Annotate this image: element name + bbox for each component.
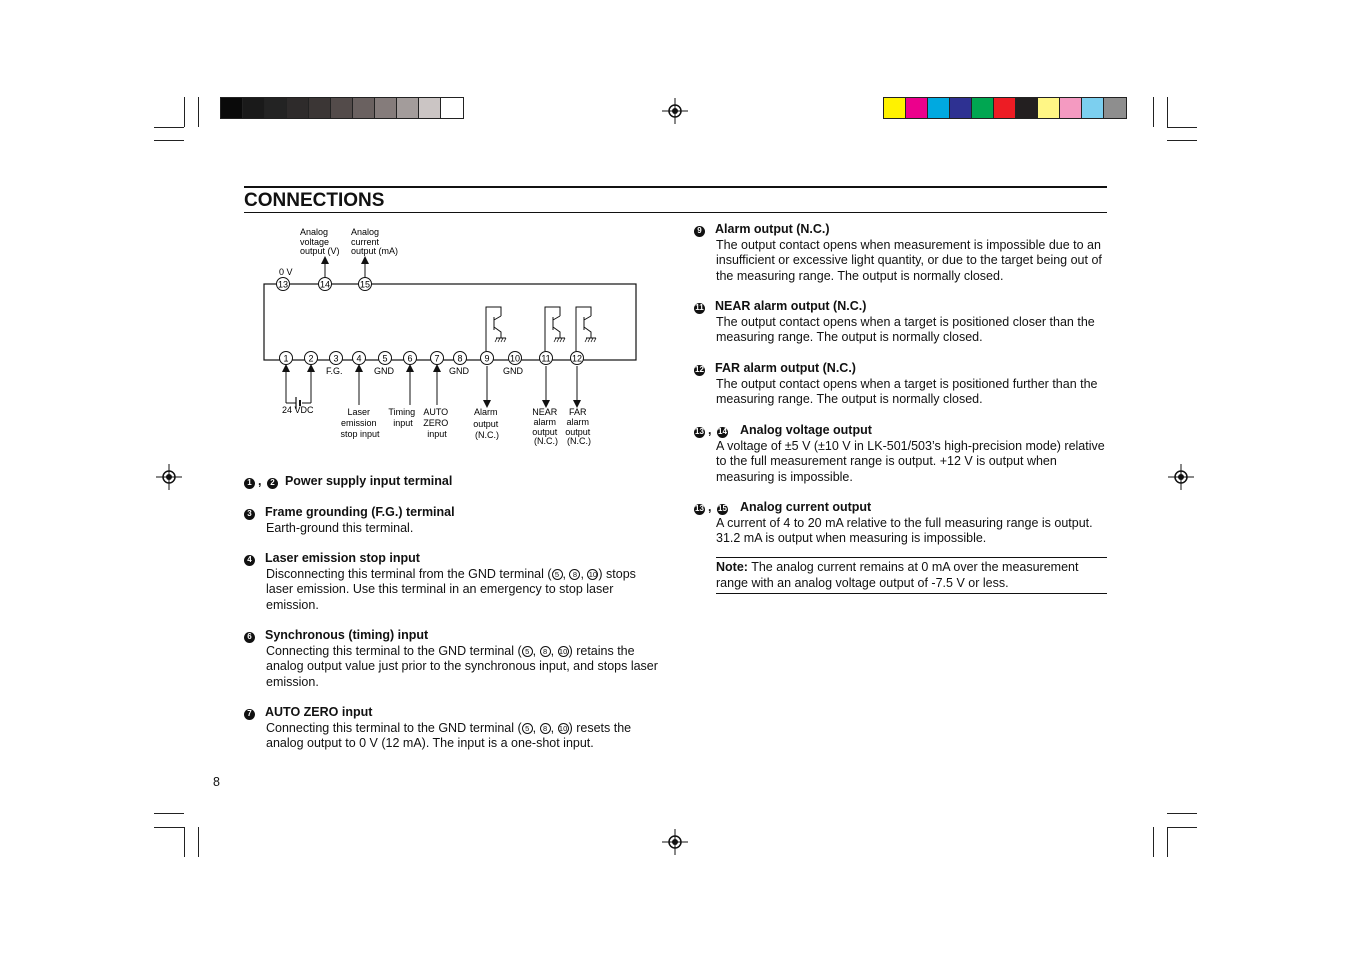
- number-badge: 6: [244, 632, 255, 643]
- frame-grounding-item: 3 Frame grounding (F.G.) terminal Earth-ground this terminal.: [244, 505, 664, 536]
- terminal-ref: 10: [558, 646, 568, 656]
- color-swatch: [1038, 98, 1060, 118]
- gray-swatch: [353, 98, 375, 118]
- terminal-5: [379, 352, 392, 365]
- laser-emission-stop-item: 4 Laser emission stop input Disconnecting this terminal from the GND terminal ( 5 , 8 , 10) stops laser emission. Use this terminal in an emergency to stop laser emission.: [244, 551, 664, 613]
- terminal-number: 11: [541, 353, 551, 364]
- number-badge: 13: [695, 504, 704, 513]
- terminal-11: [540, 352, 553, 365]
- terminal-1: [280, 352, 293, 365]
- synchronous-input-item: 6 Synchronous (timing) input Connecting this terminal to the GND terminal ( 5 , 8 , 10) retains the analog output value just prior to the synchronous input, and stops laser emission.: [244, 628, 664, 690]
- terminal-14: [319, 278, 332, 291]
- registration-mark-bottom: [662, 829, 688, 855]
- terminal-number: 3: [333, 353, 339, 364]
- near-alarm-label: NEAR alarm output (N.C.): [532, 407, 558, 446]
- gnd-label: GND: [449, 366, 469, 376]
- transistor-icon: [545, 307, 565, 351]
- terminal-10: [509, 352, 522, 365]
- timing-input-label: Timing input: [388, 407, 416, 428]
- analog-voltage-output-item: 13 , 14 Analog voltage output A voltage of ±5 V (±10 V in LK-501/503’s high-precision mode) relative to the full measurement range is output. +12 V is output when measuring is impossible.: [695, 423, 1105, 484]
- terminal-3: [330, 352, 343, 365]
- color-swatch: [972, 98, 994, 118]
- gnd-label: GND: [374, 366, 394, 376]
- terminal-number: 5: [382, 353, 388, 364]
- laser-emission-label: Laser emission stop input: [340, 407, 380, 439]
- arrow-up-icon: [406, 364, 414, 372]
- terminal-6: [404, 352, 417, 365]
- color-swatch: [1016, 98, 1038, 118]
- transistor-icon: [576, 307, 596, 351]
- near-alarm-output-item: 11 NEAR alarm output (N.C.) The output contact opens when a target is positioned closer than the measuring range. The output is normally closed.: [695, 299, 1095, 344]
- number-badge: 2: [267, 478, 278, 489]
- terminal-number: 15: [359, 279, 371, 290]
- alarm-output-item: 9 Alarm output (N.C.) The output contact opens when measurement is impossible due to an insufficient or excessive light quantity, or due to the target being out of the measuring range. The output is normally closed.: [694, 222, 1107, 284]
- color-swatch: [1104, 98, 1126, 118]
- page-number: 8: [213, 775, 220, 789]
- color-swatch: [950, 98, 972, 118]
- auto-zero-label: AUTO ZERO input: [423, 407, 449, 439]
- registration-mark-top: [662, 98, 688, 124]
- number-badge: 12: [695, 365, 704, 374]
- registration-mark-right: [1168, 464, 1194, 490]
- terminal-ref: 5: [522, 723, 533, 734]
- grayscale-color-bar: [220, 97, 464, 119]
- color-swatch: [884, 98, 906, 118]
- terminal-number: 10: [509, 353, 521, 364]
- terminal-15: [359, 278, 372, 291]
- gray-swatch: [243, 98, 265, 118]
- arrow-up-icon: [361, 256, 369, 264]
- far-alarm-label: FAR alarm output (N.C.): [565, 407, 591, 446]
- number-badge: 7: [244, 709, 255, 720]
- registration-mark-left: [156, 464, 182, 490]
- terminal-number: 7: [434, 353, 440, 364]
- arrow-up-icon: [355, 364, 363, 372]
- power-supply-item: 1 , 2 Power supply input terminal: [244, 474, 664, 490]
- note-text: The analog current remains at 0 mA over the measurement range with an analog voltage output of -7.5 V or less.: [716, 560, 1079, 590]
- color-swatch: [994, 98, 1016, 118]
- gray-swatch: [287, 98, 309, 118]
- terminal-number: 4: [356, 353, 362, 364]
- gray-swatch: [309, 98, 331, 118]
- fg-label: F.G.: [326, 366, 343, 376]
- process-color-bar: [883, 97, 1127, 119]
- analog-voltage-output-label: Analog voltage output (V): [300, 227, 340, 256]
- number-badge: 3: [244, 509, 255, 520]
- terminal-block-outline: [264, 284, 636, 360]
- number-badge: 13: [695, 427, 704, 436]
- terminal-2: [305, 352, 318, 365]
- number-badge: 11: [695, 303, 704, 312]
- terminal-ref: 10: [588, 569, 598, 579]
- terminal-ref: 5: [522, 646, 533, 657]
- terminal-12: [571, 352, 584, 365]
- far-alarm-output-item: 12 FAR alarm output (N.C.) The output contact opens when a target is positioned further than the measuring range. The output is normally closed.: [695, 361, 1098, 406]
- number-badge: 14: [718, 427, 727, 436]
- note-box: [716, 557, 1107, 594]
- terminal-8: [454, 352, 467, 365]
- gray-swatch: [441, 98, 463, 118]
- terminal-ref: 8: [540, 646, 551, 657]
- analog-current-output-item: 13 , 15 Analog current output A current of 4 to 20 mA relative to the full measuring range is output. 31.2 mA is output when measuring is impossible.: [695, 500, 1093, 545]
- terminal-4: [353, 352, 366, 365]
- gray-swatch: [397, 98, 419, 118]
- arrow-up-icon: [321, 256, 329, 264]
- note-label: Note:: [716, 560, 748, 574]
- color-swatch: [928, 98, 950, 118]
- page-title: CONNECTIONS: [244, 186, 1107, 213]
- zero-volt-label: 0 V: [279, 267, 293, 277]
- terminal-number: 1: [283, 353, 289, 364]
- gray-swatch: [265, 98, 287, 118]
- number-badge: 4: [244, 555, 255, 566]
- terminal-7: [431, 352, 444, 365]
- gray-swatch: [375, 98, 397, 118]
- gray-swatch: [419, 98, 441, 118]
- terminal-number: 8: [457, 353, 463, 364]
- terminal-number: 14: [319, 279, 331, 290]
- terminal-ref: 8: [569, 569, 580, 580]
- color-swatch: [906, 98, 928, 118]
- terminal-ref: 8: [540, 723, 551, 734]
- terminal-number: 13: [277, 279, 289, 290]
- terminal-ref: 5: [552, 569, 563, 580]
- terminal-number: 12: [571, 353, 583, 364]
- terminal-number: 9: [484, 353, 490, 364]
- terminal-number: 2: [308, 353, 314, 364]
- auto-zero-item: 7 AUTO ZERO input Connecting this terminal to the GND terminal ( 5 , 8 , 10) resets the analog output to 0 V (12 mA). The input is a one-shot input.: [244, 705, 664, 752]
- gray-swatch: [331, 98, 353, 118]
- number-badge: 15: [718, 504, 727, 513]
- arrow-up-icon: [433, 364, 441, 372]
- gray-swatch: [221, 98, 243, 118]
- color-swatch: [1060, 98, 1082, 118]
- connection-diagram: [255, 220, 655, 450]
- transistor-icon: [486, 307, 506, 351]
- terminal-13: [277, 278, 290, 291]
- color-swatch: [1082, 98, 1104, 118]
- gnd-label: GND: [503, 366, 523, 376]
- terminal-ref: 10: [558, 723, 568, 733]
- number-badge: 9: [694, 226, 705, 237]
- terminal-9: [481, 352, 494, 365]
- terminal-number: 6: [407, 353, 413, 364]
- analog-current-output-label: Analog current output (mA): [351, 227, 399, 256]
- number-badge: 1: [244, 478, 255, 489]
- alarm-output-label: Alarm output (N.C.): [473, 407, 499, 440]
- vdc-label: 24 VDC: [282, 405, 314, 415]
